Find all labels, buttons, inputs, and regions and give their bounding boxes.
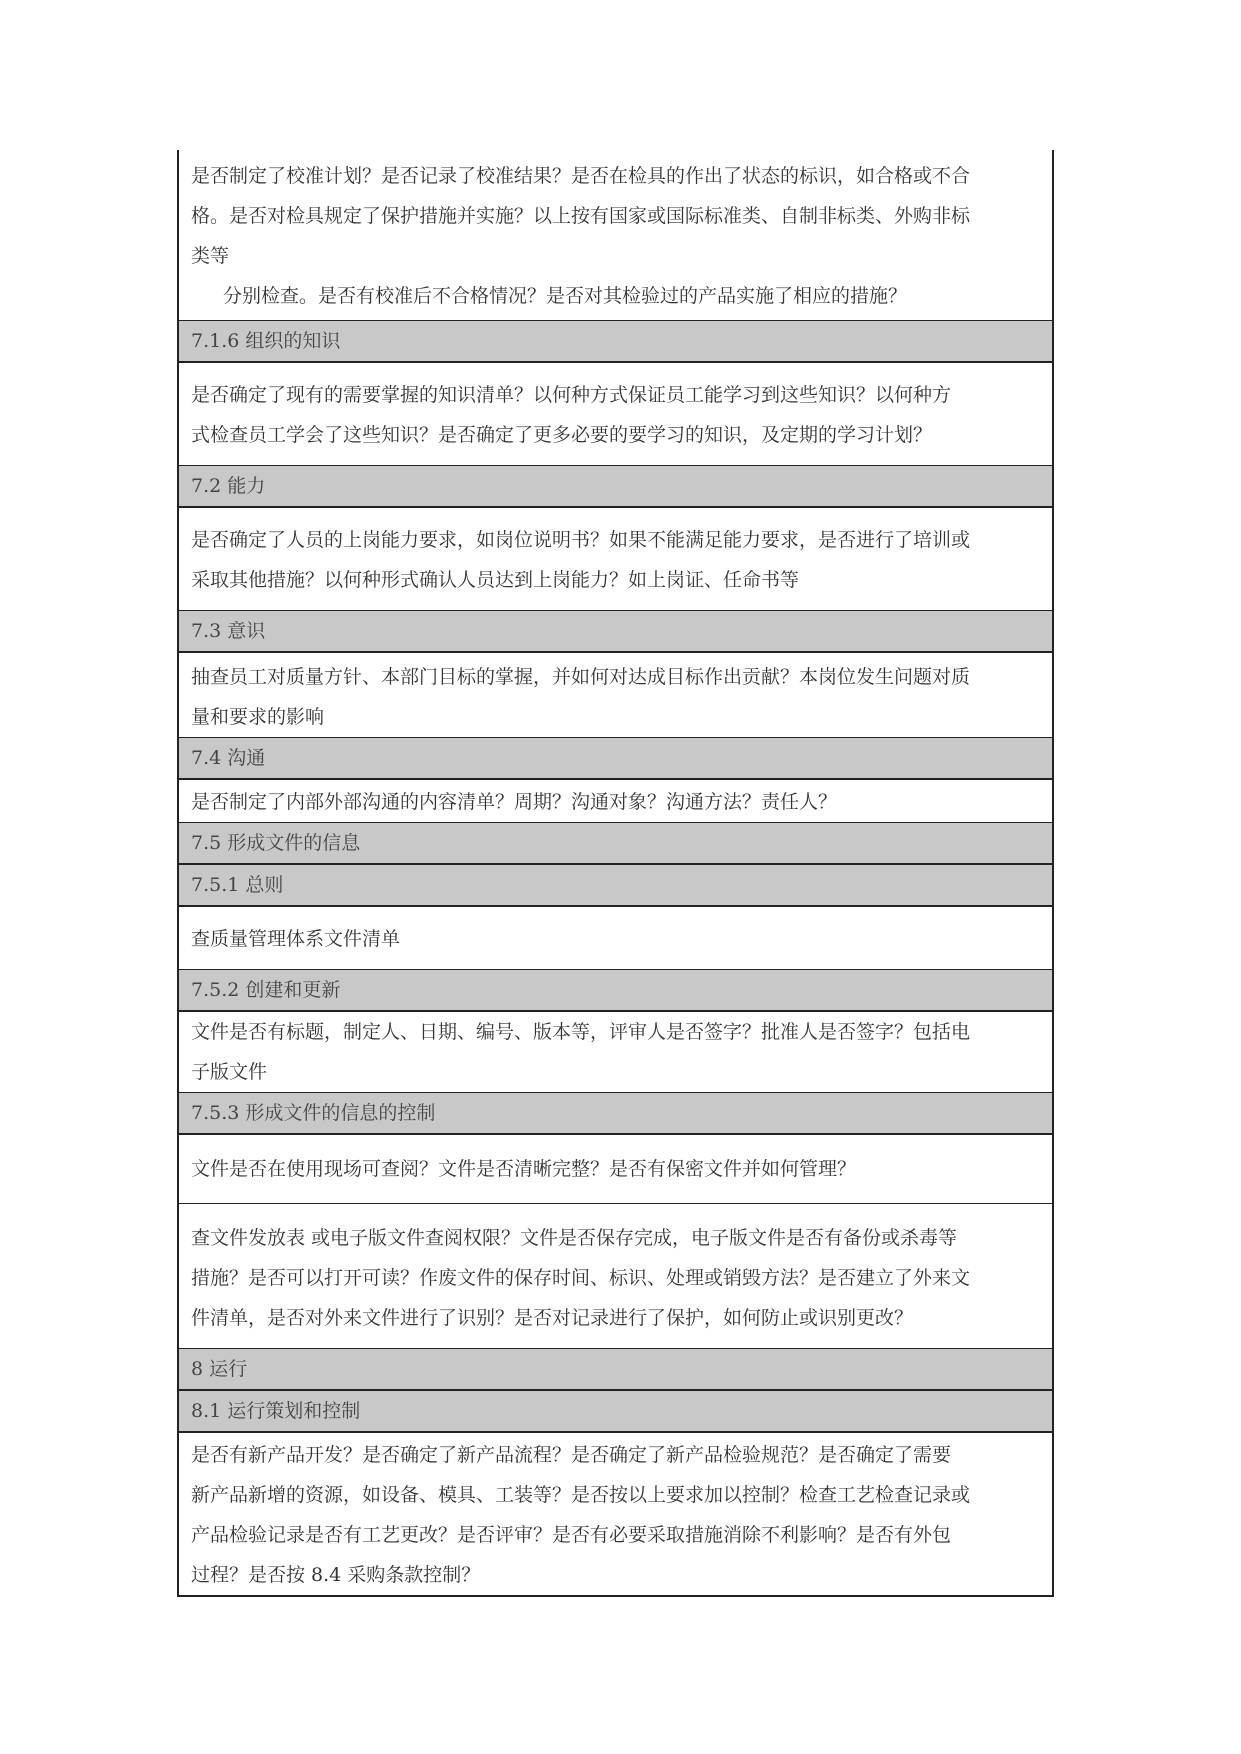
section-heading-text: 8 运行 bbox=[191, 1358, 248, 1380]
body-line: 过程？是否按 8.4 采购条款控制？ bbox=[191, 1564, 481, 1586]
body-line: 抽查员工对质量方针、本部门目标的掌握，并如何对达成目标作出贡献？本岗位发生问题对质 bbox=[191, 666, 971, 688]
body-line: 是否确定了人员的上岗能力要求，如岗位说明书？如果不能满足能力要求，是否进行了培训或 bbox=[191, 529, 971, 551]
section-body bbox=[177, 363, 1054, 466]
section-body bbox=[177, 508, 1054, 611]
section-heading bbox=[177, 823, 1054, 865]
section-heading bbox=[177, 1391, 1054, 1433]
section-body bbox=[177, 1135, 1054, 1204]
section-heading-text: 7.5.2 创建和更新 bbox=[191, 979, 341, 1001]
body-line: 格。是否对检具规定了保护措施并实施？以上按有国家或国际标准类、自制非标类、外购非标 bbox=[191, 205, 971, 227]
body-line: 件清单，是否对外来文件进行了识别？是否对记录进行了保护，如何防止或识别更改？ bbox=[191, 1307, 914, 1329]
body-line: 是否有新产品开发？是否确定了新产品流程？是否确定了新产品检验规范？是否确定了需要 bbox=[191, 1444, 952, 1466]
body-line: 文件是否有标题，制定人、日期、编号、版本等，评审人是否签字？批准人是否签字？包括电 bbox=[191, 1021, 971, 1043]
section-heading bbox=[177, 865, 1054, 907]
section-heading-text: 7.3 意识 bbox=[191, 620, 266, 642]
section-body bbox=[177, 1204, 1054, 1349]
body-line: 查质量管理体系文件清单 bbox=[191, 928, 401, 950]
body-line: 类等 bbox=[191, 245, 230, 267]
body-line: 量和要求的影响 bbox=[191, 706, 325, 728]
section-body bbox=[177, 780, 1054, 823]
section-heading-text: 8.1 运行策划和控制 bbox=[191, 1400, 361, 1422]
body-line: 文件是否在使用现场可查阅？文件是否清晰完整？是否有保密文件并如何管理？ bbox=[191, 1158, 857, 1180]
checklist-table bbox=[177, 150, 1054, 1597]
section-body bbox=[177, 653, 1054, 738]
body-line: 采取其他措施？以何种形式确认人员达到上岗能力？如上岗证、任命书等 bbox=[191, 569, 800, 591]
body-line: 是否确定了现有的需要掌握的知识清单？以何种方式保证员工能学习到这些知识？以何种方 bbox=[191, 384, 952, 406]
section-heading-text: 7.5.1 总则 bbox=[191, 874, 284, 896]
section-heading bbox=[177, 738, 1054, 780]
section-body bbox=[177, 1433, 1054, 1597]
section-body bbox=[177, 150, 1054, 321]
section-heading bbox=[177, 1093, 1054, 1135]
body-line: 是否制定了内部外部沟通的内容清单？周期？沟通对象？沟通方法？责任人？ bbox=[191, 791, 838, 813]
body-line-indented: 分别检查。是否有校准后不合格情况？是否对其检验过的产品实施了相应的措施？ bbox=[223, 285, 908, 307]
body-line: 新产品新增的资源，如设备、模具、工装等？是否按以上要求加以控制？检查工艺检查记录或 bbox=[191, 1484, 971, 1506]
section-heading-text: 7.5.3 形成文件的信息的控制 bbox=[191, 1102, 436, 1124]
section-heading-text: 7.5 形成文件的信息 bbox=[191, 832, 361, 854]
body-line: 产品检验记录是否有工艺更改？是否评审？是否有必要采取措施消除不利影响？是否有外包 bbox=[191, 1524, 952, 1546]
body-line: 措施？是否可以打开可读？作废文件的保存时间、标识、处理或销毁方法？是否建立了外来文 bbox=[191, 1267, 971, 1289]
section-heading bbox=[177, 970, 1054, 1012]
body-line: 子版文件 bbox=[191, 1061, 268, 1083]
section-heading-text: 7.4 沟通 bbox=[191, 747, 266, 769]
section-heading bbox=[177, 611, 1054, 653]
section-body bbox=[177, 1012, 1054, 1093]
body-line: 式检查员工学会了这些知识？是否确定了更多必要的要学习的知识，及定期的学习计划？ bbox=[191, 424, 933, 446]
section-heading-text: 7.2 能力 bbox=[191, 475, 266, 497]
section-heading bbox=[177, 466, 1054, 508]
body-line: 查文件发放表 或电子版文件查阅权限？文件是否保存完成，电子版文件是否有备份或杀毒等 bbox=[191, 1227, 958, 1249]
section-body bbox=[177, 907, 1054, 970]
section-heading bbox=[177, 321, 1054, 363]
section-heading-text: 7.1.6 组织的知识 bbox=[191, 330, 341, 352]
body-line: 是否制定了校准计划？是否记录了校准结果？是否在检具的作出了状态的标识，如合格或不合 bbox=[191, 165, 971, 187]
section-heading bbox=[177, 1349, 1054, 1391]
